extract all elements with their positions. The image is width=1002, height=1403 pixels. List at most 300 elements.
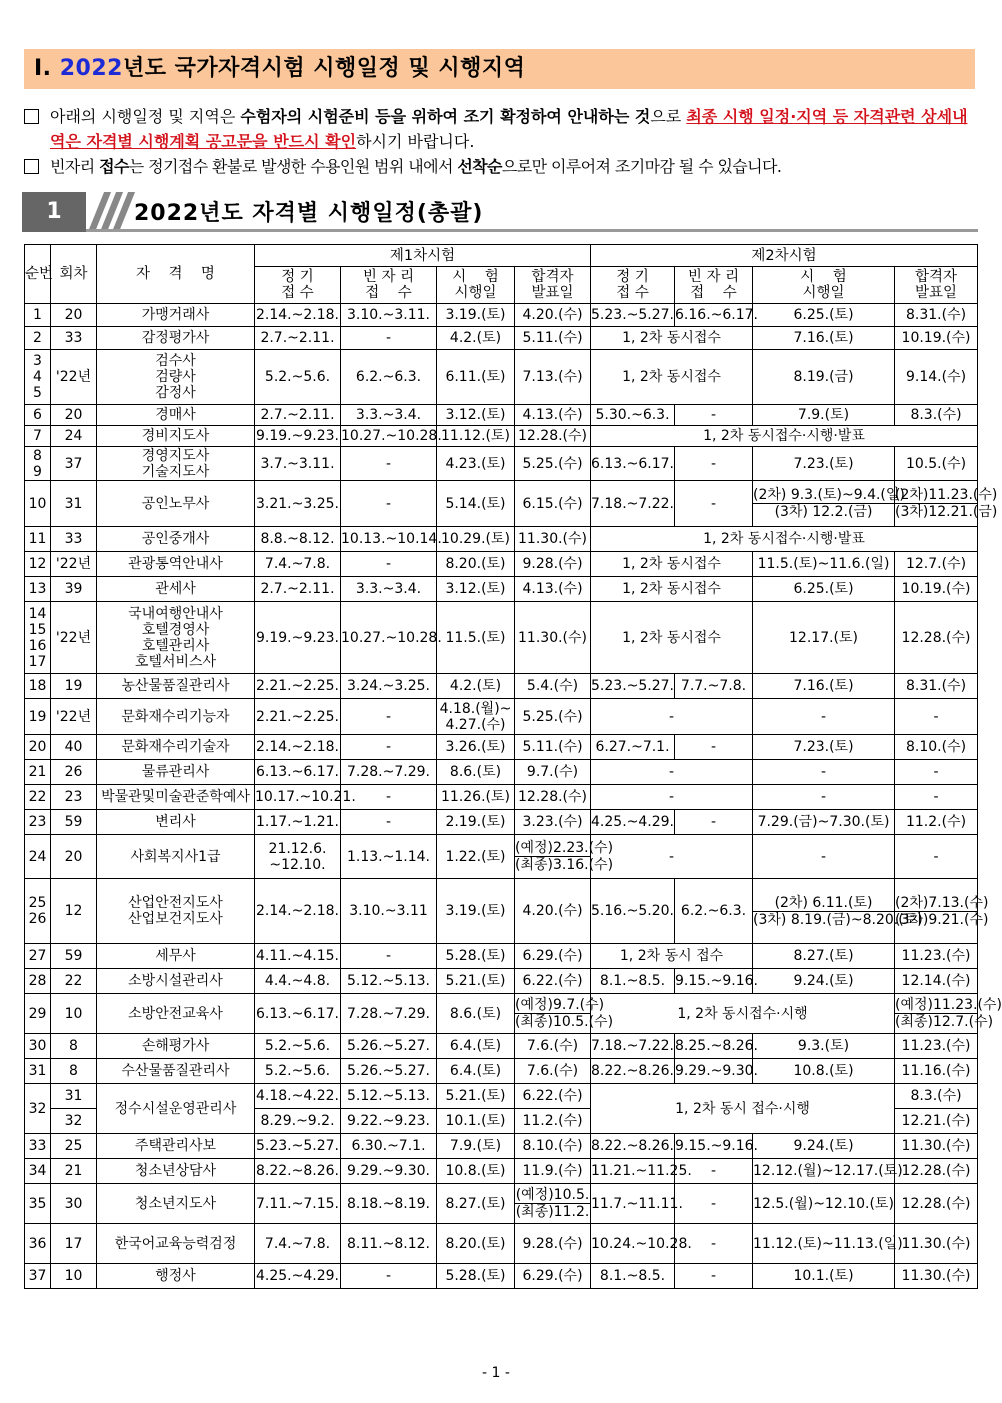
cell-exam2: -	[753, 699, 895, 735]
cell-no: 18	[25, 674, 51, 699]
cell-vac1: 3.10.~3.11.	[341, 304, 437, 327]
cell-res1: 12.28.(수)	[515, 785, 591, 810]
cell-reg2: 1, 2차 동시 접수·시행	[591, 1084, 895, 1134]
cell-vac1: 10.27.~10.28.	[341, 602, 437, 674]
cell-name: 관광통역안내사	[97, 552, 255, 577]
cell-reg2: 1, 2차 동시접수	[591, 327, 753, 350]
cell-exam2: 7.9.(토)	[753, 405, 895, 426]
schedule-table	[24, 244, 1002, 1289]
cell-reg2: 5.16.~5.20.	[591, 879, 675, 944]
cell-part: (최종)10.5.(수)	[515, 1014, 614, 1030]
cell-round: 20	[51, 405, 97, 426]
schedule-body	[25, 304, 1002, 1289]
cell-reg1: 6.13.~6.17.	[255, 760, 341, 785]
cell-reg2: -	[591, 760, 753, 785]
cell-no: 23	[25, 810, 51, 835]
cell-reg2: 5.30.~6.3.	[591, 405, 675, 426]
cell-round: 25	[51, 1134, 97, 1159]
cell-vac1: 5.26.~5.27.	[341, 1034, 437, 1059]
cell-exam2: 7.23.(토)	[753, 735, 895, 760]
cell-round: 33	[51, 327, 97, 350]
cell-exam2: 6.25.(토)	[753, 577, 895, 602]
cell-no: 6	[25, 405, 51, 426]
cell-exam1: 10.1.(토)	[437, 1109, 515, 1134]
cell-reg1: 9.19.~9.23.	[255, 426, 341, 447]
cell-no: 29	[25, 994, 51, 1034]
cell-part: (예정)9.7.(수)	[515, 997, 605, 1013]
cell-name: 경비지도사	[97, 426, 255, 447]
cell-reg1: 2.7.~2.11.	[255, 405, 341, 426]
cell-no: 3 4 5	[25, 350, 51, 405]
cell-res1: 6.15.(수)	[515, 481, 591, 527]
cell-name: 변리사	[97, 810, 255, 835]
cell-name: 공인노무사	[97, 481, 255, 527]
cell-name: 정수시설운영관리사	[97, 1084, 255, 1134]
table-row	[25, 527, 978, 552]
cell-res2: 8.31.(수)	[895, 674, 978, 699]
cell-exam1: 3.26.(토)	[437, 735, 515, 760]
cell-reg1: 8.29.~9.2.	[255, 1109, 341, 1134]
cell-reg1: 2.21.~2.25.	[255, 699, 341, 735]
cell-reg1: 5.23.~5.27.	[255, 1134, 341, 1159]
col-result-date-1: 합격자 발표일	[515, 267, 591, 304]
cell-part: (2차) 6.11.(토)	[774, 894, 873, 911]
cell-reg2: 8.1.~8.5.	[591, 969, 675, 994]
cell-round: 20	[51, 304, 97, 327]
table-row	[25, 350, 978, 405]
cell-res2: 11.2.(수)	[895, 810, 978, 835]
cell-name: 소방안전교육사	[97, 994, 255, 1034]
cell-round: 33	[51, 527, 97, 552]
cell-res2: 10.19.(수)	[895, 327, 978, 350]
cell-part: (최종)12.7.(수)	[895, 1014, 994, 1030]
cell-name: 공인중개사	[97, 527, 255, 552]
cell-reg1: 2.21.~2.25.	[255, 674, 341, 699]
cell-res2: 12.28.(수)	[895, 1184, 978, 1224]
cell-vac2: -	[675, 1159, 753, 1184]
cell-res2: 12.14.(수)	[895, 969, 978, 994]
cell-reg2: 1, 2차 동시접수·시행·발표	[591, 527, 978, 552]
cell-vac1: -	[341, 327, 437, 350]
col-exam-date-2: 시 험 시행일	[753, 267, 895, 304]
cell-exam2: 11.12.(토)~11.13.(일)	[753, 1224, 895, 1264]
cell-name: 농산물품질관리사	[97, 674, 255, 699]
cell-res2: 11.30.(수)	[895, 1264, 978, 1289]
cell-res1: 7.13.(수)	[515, 350, 591, 405]
cell-reg2: 5.23.~5.27.	[591, 304, 675, 327]
section-rule	[86, 229, 978, 232]
cell-vac2: 8.25.~8.26.	[675, 1034, 753, 1059]
cell-vac1: 9.29.~9.30.	[341, 1159, 437, 1184]
cell-res2: 10.19.(수)	[895, 577, 978, 602]
table-row	[25, 426, 978, 447]
cell-res2: 12.7.(수)	[895, 552, 978, 577]
cell-exam1: 6.4.(토)	[437, 1059, 515, 1084]
table-row	[25, 602, 978, 674]
col-regular-reg-2: 정 기 접 수	[591, 267, 675, 304]
cell-exam1: 3.12.(토)	[437, 405, 515, 426]
cell-reg1: 2.14.~2.18.	[255, 879, 341, 944]
cell-reg2: 8.22.~8.26.	[591, 1059, 675, 1084]
cell-vac1: 7.28.~7.29.	[341, 760, 437, 785]
cell-exam2: -	[753, 785, 895, 810]
cell-vac1: 9.22.~9.23.	[341, 1109, 437, 1134]
cell-exam2: 6.25.(토)	[753, 304, 895, 327]
cell-vac1: -	[341, 944, 437, 969]
cell-round: 22	[51, 969, 97, 994]
cell-round: 20	[51, 835, 97, 879]
cell-no: 21	[25, 760, 51, 785]
cell-part: (예정)11.23.(수)	[895, 997, 1002, 1013]
cell-res2: 11.23.(수)	[895, 944, 978, 969]
cell-exam1: 3.19.(토)	[437, 879, 515, 944]
cell-name: 물류관리사	[97, 760, 255, 785]
cell-exam1: 6.4.(토)	[437, 1034, 515, 1059]
cell-reg1: 4.11.~4.15.	[255, 944, 341, 969]
cell-res1: 9.28.(수)	[515, 1224, 591, 1264]
cell-vac2: -	[675, 1184, 753, 1224]
table-row	[25, 1184, 978, 1224]
cell-reg1: 2.7.~2.11.	[255, 327, 341, 350]
cell-res2	[895, 994, 1002, 1034]
cell-reg2: -	[591, 699, 753, 735]
cell-exam1: 2.19.(토)	[437, 810, 515, 835]
cell-name: 소방시설관리사	[97, 969, 255, 994]
cell-vac2: -	[675, 1224, 753, 1264]
cell-vac2: -	[675, 1264, 753, 1289]
cell-round: '22년	[51, 350, 97, 405]
checkbox-icon	[24, 159, 39, 174]
col-regular-reg-1: 정 기 접 수	[255, 267, 341, 304]
cell-reg1: 4.4.~4.8.	[255, 969, 341, 994]
cell-exam1: 3.12.(토)	[437, 577, 515, 602]
cell-name: 한국어교육능력검정	[97, 1224, 255, 1264]
cell-res2: 8.31.(수)	[895, 304, 978, 327]
cell-vac1: 5.12.~5.13.	[341, 969, 437, 994]
cell-vac1: 5.26.~5.27.	[341, 1059, 437, 1084]
table-row	[25, 785, 978, 810]
cell-no: 12	[25, 552, 51, 577]
cell-round: 24	[51, 426, 97, 447]
col-round: 회차	[51, 245, 97, 304]
cell-res1: 3.23.(수)	[515, 810, 591, 835]
cell-res2: 8.3.(수)	[895, 405, 978, 426]
cell-res2	[895, 879, 989, 944]
cell-res1: 9.7.(수)	[515, 760, 591, 785]
cell-round: 10	[51, 994, 97, 1034]
cell-exam1: 11.12.(토)	[437, 426, 515, 447]
cell-res1: 4.13.(수)	[515, 405, 591, 426]
cell-no: 24	[25, 835, 51, 879]
cell-vac1: -	[341, 447, 437, 481]
cell-round: 19	[51, 674, 97, 699]
cell-name: 청소년지도사	[97, 1184, 255, 1224]
cell-res2: 11.23.(수)	[895, 1034, 978, 1059]
table-row	[25, 552, 978, 577]
cell-no: 36	[25, 1224, 51, 1264]
cell-no: 33	[25, 1134, 51, 1159]
cell-round: '22년	[51, 699, 97, 735]
cell-reg1: 2.7.~2.11.	[255, 577, 341, 602]
cell-no: 14 15 16 17	[25, 602, 51, 674]
cell-vac2: -	[675, 810, 753, 835]
table-row	[25, 481, 978, 527]
cell-part: (최종)3.16.(수)	[515, 857, 614, 873]
cell-exam1: 1.22.(토)	[437, 835, 515, 879]
cell-name: 행정사	[97, 1264, 255, 1289]
cell-vac1: 6.2.~6.3.	[341, 350, 437, 405]
cell-no: 31	[25, 1059, 51, 1084]
table-row	[25, 760, 978, 785]
cell-reg1: 4.18.~4.22.	[255, 1084, 341, 1109]
cell-exam2: 8.27.(토)	[753, 944, 895, 969]
table-row	[25, 1159, 978, 1184]
cell-no: 30	[25, 1034, 51, 1059]
section-title: 2022년도 자격별 시행일정(총괄)	[134, 201, 484, 226]
cell-name: 감정평가사	[97, 327, 255, 350]
cell-vac2: 6.16.~6.17.	[675, 304, 753, 327]
cell-res2: -	[895, 785, 978, 810]
cell-exam2: -	[753, 835, 895, 879]
cell-no: 22	[25, 785, 51, 810]
cell-reg2: 1, 2차 동시접수	[591, 552, 753, 577]
cell-exam1: 8.6.(토)	[437, 760, 515, 785]
cell-vac1: 7.28.~7.29.	[341, 994, 437, 1034]
cell-exam1: 5.21.(토)	[437, 969, 515, 994]
cell-reg1: 3.7.~3.11.	[255, 447, 341, 481]
cell-name: 관세사	[97, 577, 255, 602]
cell-res2	[895, 481, 998, 527]
cell-reg2: 1, 2차 동시접수	[591, 602, 753, 674]
cell-vac1: 5.12.~5.13.	[341, 1084, 437, 1109]
cell-exam1: 11.5.(토)	[437, 602, 515, 674]
cell-reg2: -	[591, 785, 753, 810]
cell-reg2: 6.27.~7.1.	[591, 735, 675, 760]
cell-name: 산업안전지도사 산업보건지도사	[97, 879, 255, 944]
cell-res1: 12.28.(수)	[515, 426, 591, 447]
cell-reg2: 8.22.~8.26.	[591, 1134, 675, 1159]
banner-title: 년도 국가자격시험 시행일정 및 시행지역	[122, 56, 526, 81]
cell-name: 문화재수리기술자	[97, 735, 255, 760]
cell-reg2: -	[591, 835, 753, 879]
cell-part: (2차)7.13.(수)	[895, 894, 989, 911]
table-row	[25, 1264, 978, 1289]
cell-no: 1	[25, 304, 51, 327]
table-row	[25, 1084, 978, 1109]
cell-exam1: 5.14.(토)	[437, 481, 515, 527]
cell-res2: 12.28.(수)	[895, 602, 978, 674]
cell-res1: 5.25.(수)	[515, 699, 591, 735]
cell-vac2: 6.2.~6.3.	[675, 879, 753, 944]
cell-no: 7	[25, 426, 51, 447]
cell-res2: 8.10.(수)	[895, 735, 978, 760]
cell-res1: 4.20.(수)	[515, 304, 591, 327]
cell-no: 19	[25, 699, 51, 735]
cell-exam1: 4.2.(토)	[437, 674, 515, 699]
cell-reg1: 8.22.~8.26.	[255, 1159, 341, 1184]
cell-reg2: 11.7.~11.11.	[591, 1184, 675, 1224]
cell-reg2: 10.24.~10.28.	[591, 1224, 675, 1264]
cell-res1: 7.6.(수)	[515, 1034, 591, 1059]
cell-exam2: 7.29.(금)~7.30.(토)	[753, 810, 895, 835]
cell-round: 40	[51, 735, 97, 760]
cell-exam2: 9.24.(토)	[753, 969, 895, 994]
table-row	[25, 405, 978, 426]
cell-round: 21	[51, 1159, 97, 1184]
cell-no: 11	[25, 527, 51, 552]
cell-vac2: -	[675, 481, 753, 527]
cell-res2: 12.21.(수)	[895, 1109, 978, 1134]
cell-no: 25 26	[25, 879, 51, 944]
cell-res2: 8.3.(수)	[895, 1084, 978, 1109]
cell-part: (2차)11.23.(수)	[895, 487, 998, 503]
cell-res2: 9.14.(수)	[895, 350, 978, 405]
cell-vac1: 3.24.~3.25.	[341, 674, 437, 699]
cell-res2: -	[895, 699, 978, 735]
cell-part: (3차) 12.2.(금)	[753, 503, 894, 520]
cell-vac1: -	[341, 552, 437, 577]
cell-round: 12	[51, 879, 97, 944]
cell-round: 31	[51, 1084, 97, 1109]
cell-round: '22년	[51, 552, 97, 577]
cell-name: 주택관리사보	[97, 1134, 255, 1159]
cell-round: 26	[51, 760, 97, 785]
section-heading	[22, 192, 978, 232]
cell-no: 20	[25, 735, 51, 760]
cell-no: 34	[25, 1159, 51, 1184]
cell-no: 37	[25, 1264, 51, 1289]
cell-res1: 11.30.(수)	[515, 602, 591, 674]
cell-reg1: 7.4.~7.8.	[255, 552, 341, 577]
cell-round: 10	[51, 1264, 97, 1289]
cell-exam2: 7.16.(토)	[753, 327, 895, 350]
cell-reg2: 7.18.~7.22.	[591, 1034, 675, 1059]
cell-reg1: 1.17.~1.21.	[255, 810, 341, 835]
cell-reg2: 4.25.~4.29.	[591, 810, 675, 835]
cell-part: (3차)12.21.(금)	[895, 504, 998, 520]
cell-no: 27	[25, 944, 51, 969]
cell-exam2: -	[753, 760, 895, 785]
cell-name: 가맹거래사	[97, 304, 255, 327]
cell-exam2: 12.5.(월)~12.10.(토)	[753, 1184, 895, 1224]
table-row	[25, 327, 978, 350]
cell-vac1: -	[341, 785, 437, 810]
cell-res1	[515, 835, 614, 879]
cell-round: 37	[51, 447, 97, 481]
cell-res1	[515, 1184, 591, 1224]
cell-res2: 11.16.(수)	[895, 1059, 978, 1084]
cell-exam1: 4.23.(토)	[437, 447, 515, 481]
cell-exam1: 7.9.(토)	[437, 1134, 515, 1159]
cell-vac1: 10.27.~10.28.	[341, 426, 437, 447]
cell-no: 13	[25, 577, 51, 602]
cell-reg1: 8.8.~8.12.	[255, 527, 341, 552]
notice-block	[22, 104, 982, 179]
cell-vac1: 8.11.~8.12.	[341, 1224, 437, 1264]
cell-reg1: 7.11.~7.15.	[255, 1184, 341, 1224]
cell-reg2: 11.21.~11.25.	[591, 1159, 675, 1184]
cell-exam2: 9.24.(토)	[753, 1134, 895, 1159]
cell-reg2: 8.1.~8.5.	[591, 1264, 675, 1289]
cell-name: 손해평가사	[97, 1034, 255, 1059]
notice-2: 빈자리 접수는 정기접수 환불로 발생한 수용인원 범위 내에서 선착순으로만 이루어져 조기마감 될 수 있습니다.	[22, 154, 982, 179]
cell-name: 문화재수리기능자	[97, 699, 255, 735]
cell-res1: 11.9.(수)	[515, 1159, 591, 1184]
cell-no: 2	[25, 327, 51, 350]
cell-no: 10	[25, 481, 51, 527]
table-row	[25, 1224, 978, 1264]
table-row	[25, 994, 978, 1034]
cell-part: (3차) 8.19.(금)~8.20.(토)	[753, 911, 923, 928]
cell-exam1: 10.29.(토)	[437, 527, 515, 552]
cell-exam2: 7.16.(토)	[753, 674, 895, 699]
cell-reg1: 6.13.~6.17.	[255, 994, 341, 1034]
cell-round: 23	[51, 785, 97, 810]
cell-res1: 6.22.(수)	[515, 969, 591, 994]
cell-round: 31	[51, 481, 97, 527]
cell-reg1: 5.2.~5.6.	[255, 350, 341, 405]
cell-exam2: 11.5.(토)~11.6.(일)	[753, 552, 895, 577]
cell-res1: 9.28.(수)	[515, 552, 591, 577]
cell-name: 검수사 검량사 감정사	[97, 350, 255, 405]
cell-res1: 5.4.(수)	[515, 674, 591, 699]
cell-part: (예정)10.5.	[515, 1187, 590, 1203]
table-row	[25, 735, 978, 760]
cell-exam2: 10.8.(토)	[753, 1059, 895, 1084]
cell-exam2: 7.23.(토)	[753, 447, 895, 481]
cell-round: 17	[51, 1224, 97, 1264]
cell-part: (최종)11.2.	[515, 1204, 590, 1220]
table-row	[25, 835, 978, 879]
cell-round: 8	[51, 1034, 97, 1059]
cell-vac1: 6.30.~7.1.	[341, 1134, 437, 1159]
cell-name: 수산물품질관리사	[97, 1059, 255, 1084]
cell-exam1: 4.2.(토)	[437, 327, 515, 350]
col-result-date-2: 합격자 발표일	[895, 267, 978, 304]
table-row	[25, 879, 978, 944]
cell-name: 청소년상담사	[97, 1159, 255, 1184]
cell-round: 8	[51, 1059, 97, 1084]
table-row	[25, 1134, 978, 1159]
col-exam-date-1: 시 험 시행일	[437, 267, 515, 304]
cell-reg2: 1, 2차 동시접수	[591, 350, 753, 405]
table-row	[25, 577, 978, 602]
cell-reg2: 7.18.~7.22.	[591, 481, 675, 527]
cell-res1: 11.30.(수)	[515, 527, 591, 552]
cell-vac1: -	[341, 1264, 437, 1289]
cell-reg2: 1, 2차 동시접수	[591, 577, 753, 602]
checkbox-icon	[24, 109, 39, 124]
cell-round: 30	[51, 1184, 97, 1224]
banner-year: 2022	[59, 56, 123, 81]
cell-reg1: 2.14.~2.18.	[255, 304, 341, 327]
cell-res1	[515, 994, 614, 1034]
cell-vac1: 1.13.~1.14.	[341, 835, 437, 879]
section-banner: Ⅰ. 2022년도 국가자격시험 시행일정 및 시행지역	[24, 49, 975, 89]
cell-res1: 5.11.(수)	[515, 735, 591, 760]
cell-reg2: 1, 2차 동시접수·시행·발표	[591, 426, 978, 447]
cell-round: 32	[51, 1109, 97, 1134]
cell-exam1: 5.28.(토)	[437, 944, 515, 969]
table-row	[25, 699, 978, 735]
cell-round: 59	[51, 810, 97, 835]
cell-reg1: 5.2.~5.6.	[255, 1059, 341, 1084]
table-row	[25, 447, 978, 481]
cell-vac2: 9.29.~9.30.	[675, 1059, 753, 1084]
cell-part: (2차) 9.3.(토)~9.4.(일)	[753, 487, 905, 503]
cell-reg2: 1, 2차 동시접수·시행	[591, 994, 895, 1034]
cell-exam1: 6.11.(토)	[437, 350, 515, 405]
